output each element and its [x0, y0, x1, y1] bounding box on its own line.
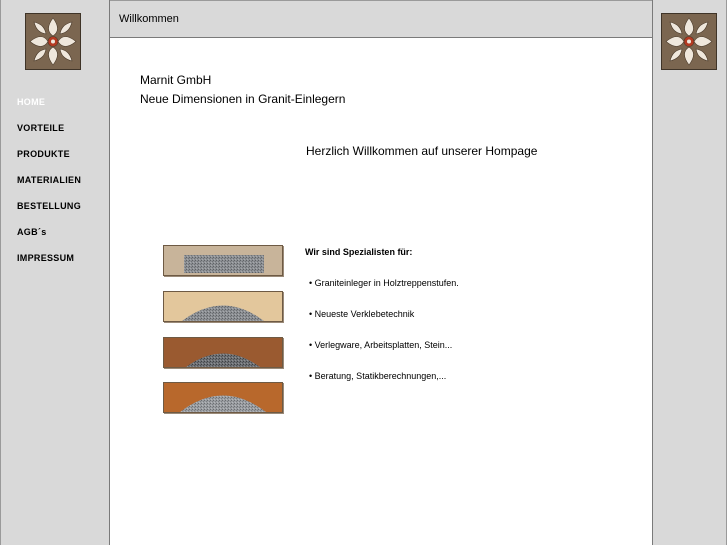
product-image-stair-4 [163, 382, 283, 413]
stair-granite-arc-dark-icon [164, 338, 282, 367]
services-list [309, 277, 459, 401]
list-item: • Neueste Verklebetechnik [309, 308, 459, 339]
right-sidebar [652, 0, 727, 545]
list-item: • Graniteinleger in Holztreppenstufen. [309, 277, 459, 308]
nav-item-materialien[interactable]: MATERIALIEN [17, 175, 82, 185]
nav-item-vorteile[interactable]: VORTEILE [17, 123, 65, 133]
main-navigation [17, 97, 81, 279]
company-tagline: Neue Dimensionen in Granit-Einlegern [140, 92, 346, 106]
ornament-logo-left [25, 13, 81, 70]
welcome-heading: Herzlich Willkommen auf unserer Hompage [306, 144, 538, 158]
page-title: Willkommen [119, 13, 179, 25]
ornament-logo-right [661, 13, 717, 70]
ornament-icon [662, 14, 716, 69]
product-image-stair-3 [163, 337, 283, 368]
left-sidebar [0, 0, 110, 545]
company-block [140, 71, 345, 109]
stair-granite-arc-light-icon [164, 292, 282, 321]
header-bar [110, 0, 652, 38]
nav-item-impressum[interactable]: IMPRESSUM [17, 253, 75, 263]
nav-item-produkte[interactable]: PRODUKTE [17, 149, 70, 159]
product-image-stair-2 [163, 291, 283, 322]
nav-item-bestellung[interactable]: BESTELLUNG [17, 201, 82, 211]
company-name: Marnit GmbH [140, 73, 212, 87]
product-image-stair-1 [163, 245, 283, 276]
specialists-heading: Wir sind Spezialisten für: [305, 247, 413, 257]
stair-granite-rect-icon [164, 246, 282, 275]
nav-item-agbs[interactable]: AGB´s [17, 227, 47, 237]
ornament-icon [26, 14, 80, 69]
list-item: • Beratung, Statikberechnungen,... [309, 370, 459, 401]
list-item: • Verlegware, Arbeitsplatten, Stein... [309, 339, 459, 370]
stair-granite-arc-wood-icon [164, 383, 282, 412]
nav-item-home[interactable]: HOME [17, 97, 46, 107]
